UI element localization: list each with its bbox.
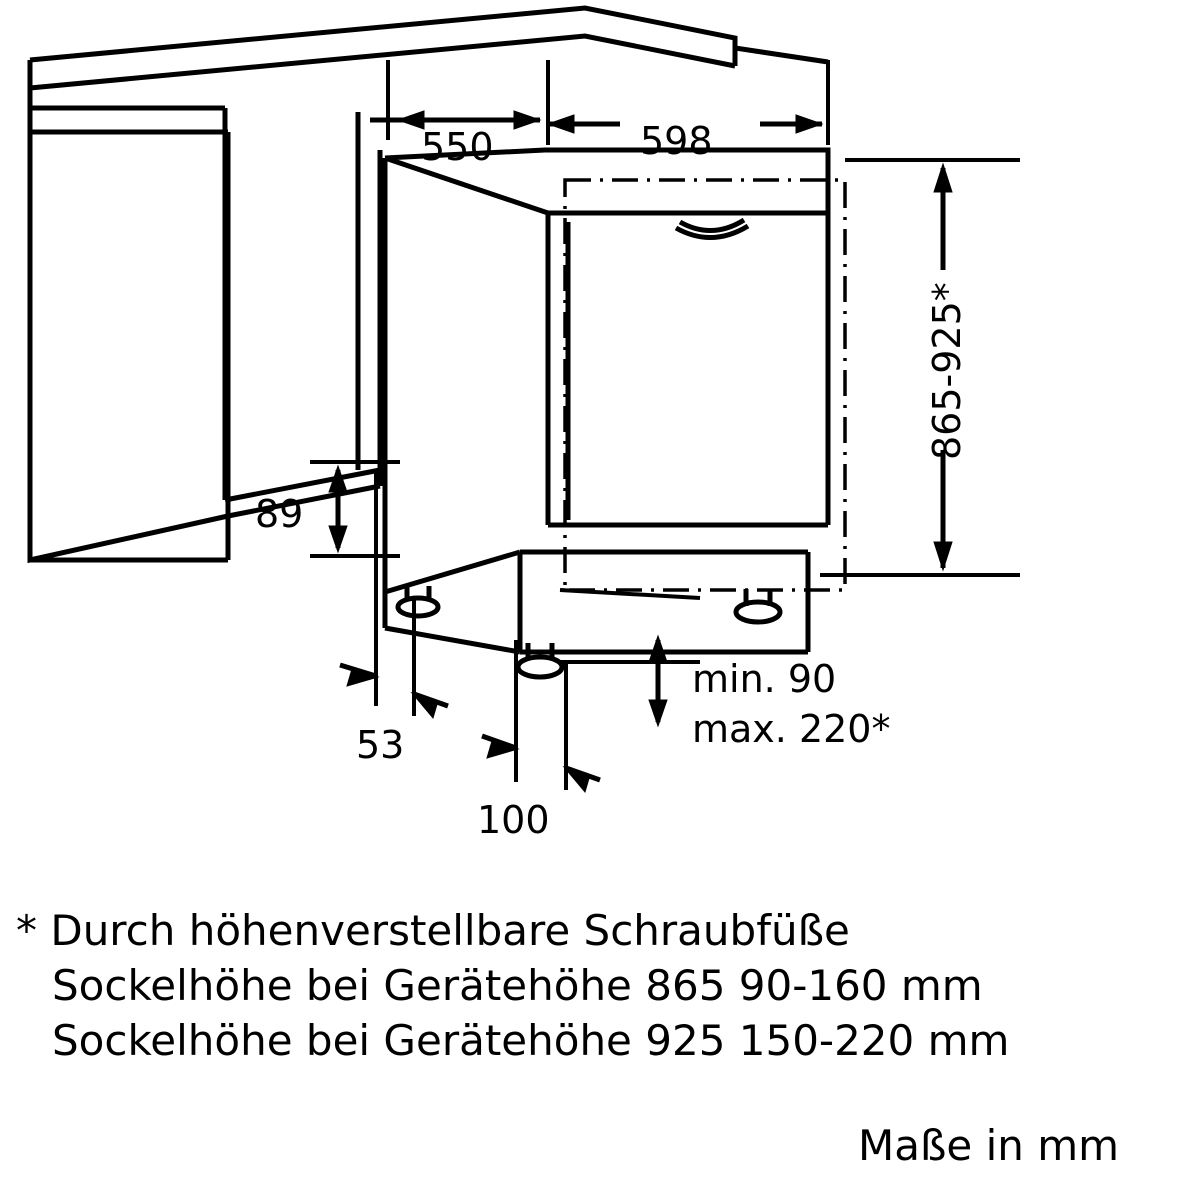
footnote-line-2: Sockelhöhe bei Gerätehöhe 865 90-160 mm <box>52 961 983 1010</box>
dimension-53 <box>340 470 448 718</box>
dimension-label-89: 89 <box>255 492 304 536</box>
dimension-label-550: 550 <box>421 125 494 169</box>
cabinet-side-panel <box>358 112 380 486</box>
dimension-label-plinth-max: max. 220* <box>692 707 891 751</box>
dimension-plinth-height <box>560 590 700 726</box>
footnote-line-1: * Durch höhenverstellbare Schraubfüße <box>16 906 850 955</box>
units-label: Maße in mm <box>858 1121 1120 1170</box>
dimension-label-height-range: 865-925* <box>925 282 969 460</box>
dishwasher-body <box>385 150 828 652</box>
dimension-label-598: 598 <box>640 119 713 163</box>
footnote-line-3: Sockelhöhe bei Gerätehöhe 925 150-220 mm <box>52 1016 1010 1065</box>
dimension-label-53: 53 <box>356 723 405 767</box>
countertop-outline <box>30 8 828 560</box>
dimension-label-plinth-min: min. 90 <box>692 657 837 701</box>
niche-reference-lines <box>565 180 845 590</box>
dimension-label-100: 100 <box>477 798 550 842</box>
dimension-height-range <box>820 160 1020 575</box>
